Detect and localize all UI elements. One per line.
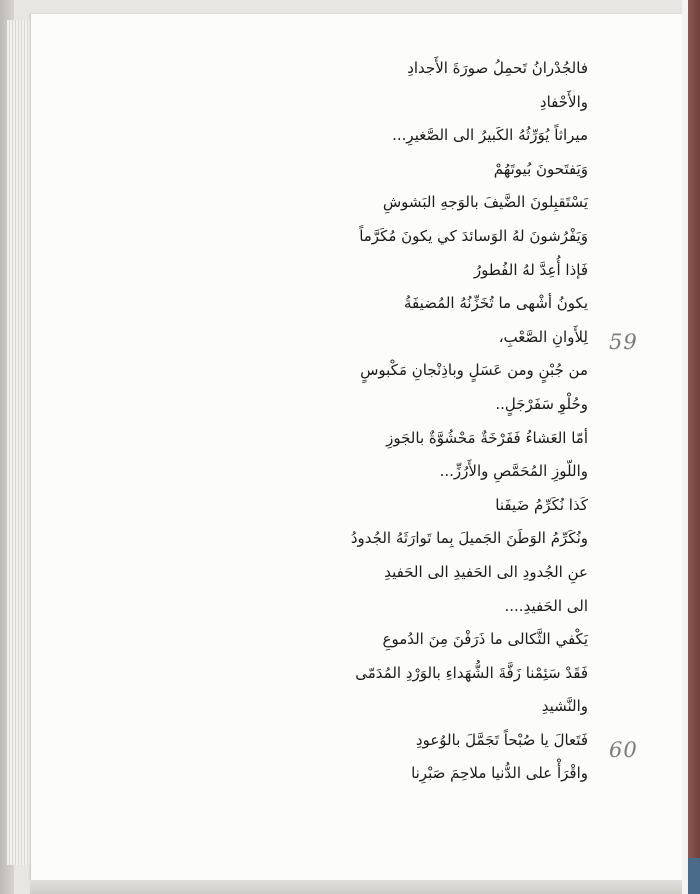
- page-bottom-edge: [30, 880, 682, 894]
- poem-line: واقْرَأْ على الدُّنيا ملاحِمَ صَبْرِنا: [411, 764, 588, 783]
- poem-line: فَقَدْ سَئِمْنا زَفَّةَ الشُّهَداءِ بالوَرْدِ المُدَمّى: [355, 663, 588, 682]
- page-stack-edge: [6, 20, 33, 865]
- poem-line: الى الحَفيدِ....: [504, 596, 588, 615]
- binding-strip: [688, 858, 700, 894]
- poem-line: وَيَفتَحونَ بُيوتَهُمْ: [493, 159, 588, 178]
- poem-text: [88, 52, 588, 791]
- handwritten-page-number: 59: [609, 330, 638, 354]
- poem-line: يَسْتَقبِلونَ الضَّيفَ بالوَجهِ البَشوشِ: [382, 193, 588, 212]
- book-binding: [682, 0, 700, 894]
- poem-line: يكونُ أشْهى ما تُخَزِّنُهُ المُضيفَةُ: [404, 294, 588, 313]
- poem-line: فَتَعالَ يا صُبْحاً تَجَمَّلَ بالوُعودِ: [415, 730, 588, 749]
- poem-line: وحُلْوِ سَفَرْجَلٍ..: [495, 394, 588, 413]
- handwritten-page-number: 60: [609, 738, 638, 762]
- poem-line: من جُبْنٍ ومن عَسَلٍ وباذِنْجانِ مَكْبوسٍ: [360, 361, 588, 380]
- poem-line: فَإذا أُعِدَّ لهُ الفُطورُ: [473, 260, 588, 279]
- poem-line: والأَحْفادِ: [539, 92, 588, 111]
- poem-line: والنَّشيدِ: [541, 697, 588, 716]
- poem-line: فالجُدْرانُ تَحمِلُ صورَةَ الأَجدادِ: [407, 59, 588, 77]
- poem-line: لِلأَوانِ الصَّعْبِ،: [498, 327, 588, 346]
- poem-line: عنِ الجُدودِ الى الحَفيدِ الى الحَفيدِ: [384, 562, 588, 581]
- poem-line: أمّا العَشاءُ فَفَرْخَةٌ مَحْشُوَّةٌ بالجَوزِ: [386, 428, 588, 447]
- poem-line: ميراثاً يُوَرِّثُهُ الكَبيرُ الى الصَّغيرِ...: [392, 126, 588, 145]
- poem-line: وَيَفْرُشونَ لهُ الوَسائدَ كي يكونَ مُكَرَّماً: [359, 226, 588, 245]
- poem-line: يَكْفي الثَّكالى ما ذَرَفْنَ مِنَ الدُموعِ: [382, 630, 588, 649]
- poem-line: كَذا نُكَرِّمُ ضَيفَنا: [495, 495, 588, 514]
- poem-line: ونُكَرِّمُ الوَطَنَ الجَميلَ بِما تَوارَثَهُ الجُدودُ: [350, 529, 588, 548]
- poem-line: واللّوزِ المُحَمَّصِ والأَرُزِّ...: [439, 462, 588, 481]
